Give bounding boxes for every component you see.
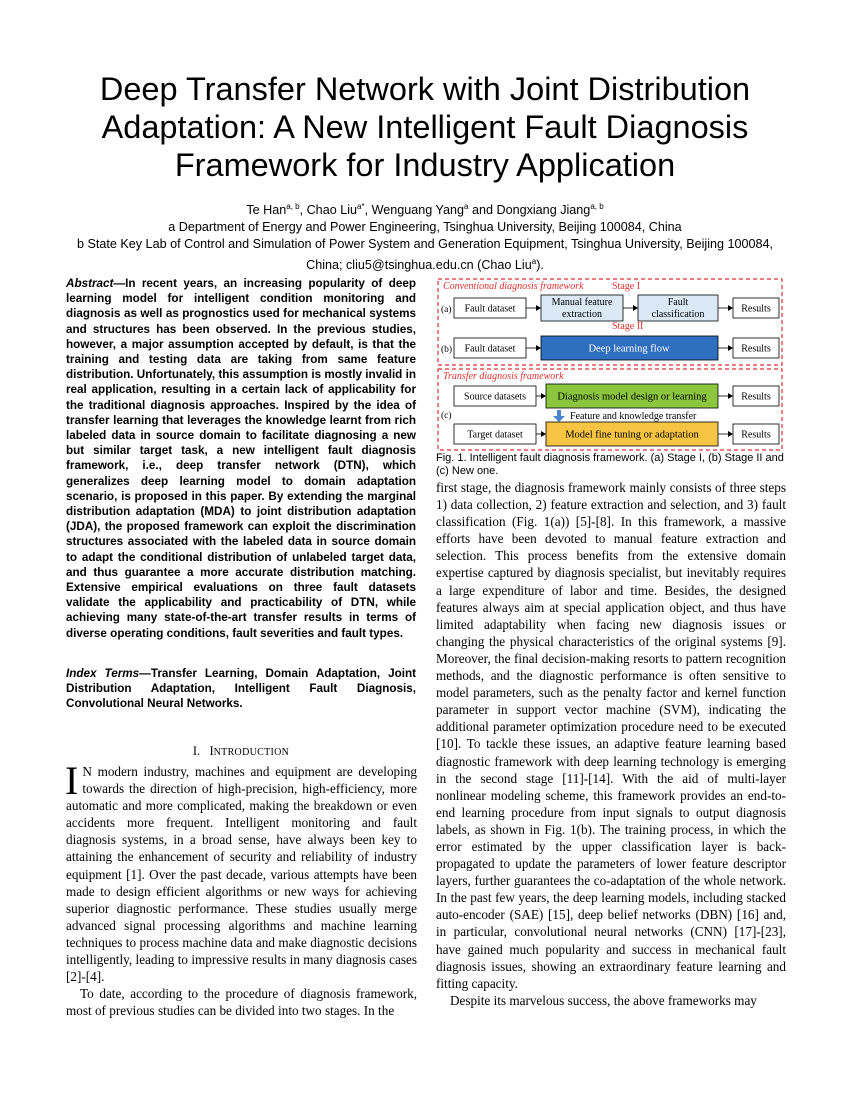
intro-paragraph-1 [65,758,417,985]
conventional-label: Conventional diagnosis framework [443,281,584,292]
author-block [40,198,810,274]
affiliation-a: a Department of Energy and Power Engineering, Tsinghua University, Beijing 100084, China [168,220,682,235]
paper-title [60,70,790,184]
right-paragraph-1: first stage, the diagnosis framework mainly consists of three steps 1) data collection, 2) feature extraction and selection, and 3) fault classification (Fig. 1(a)) [5]-[8]. In this framework, a massive efforts have been devoted to manual feature extraction and selection. This process benefits from the extensive domain expertise captured by diagnosis specialist, but inevitably requires a large expenditure of labor and time. Besides, the designed features always aim at special application object, and thus have limited adaptability when facing new diagnosis issues or changing the physical characteristics of the original systems [9]. Moreover, the final decision-making resorts to pattern recognition methods, and the diagnostic performance is often sensitive to model parameters, such as the penalty factor and kernel function parameter in support vector machine (SVM), indicating the additional parameter optimization procedure need to be executed [10]. To tackle these issues, an adaptive feature learning based diagnostic framework with deep learning technology is emerging in the second stage [11]-[14]. With the aid of multi-layer nonlinear modeling scheme, this framework provides an end-to-end learning procedure from input signals to output diagnosis labels, as shown in Fig. 1(b). The training process, in which the error estimated by the upper classification layer is back-propagated to update the parameters of lower feature descriptor layers, further guarantees the co-adaptation of the whole network. In the past few years, the deep learning models, including stacked auto-encoder (SAE) [15], deep belief networks (DBN) [16] and, in particular, convolutional neural networks (CNN) [17]-[23], have gained much popularity and success in mechanical fault diagnosis issues, showing an extraordinary feature learning and fitting capacity. [436,480,786,991]
figure-1 [436,276,786,452]
title-line-2: Adaptation: A New Intelligent Fault Diagnosis [101,109,749,145]
target-dataset: Target dataset [467,429,523,441]
section-name-first: I [209,744,214,758]
row-c-label: (c) [441,411,452,421]
transfer-label: Transfer diagnosis framework [443,371,564,382]
title-line-1: Deep Transfer Network with Joint Distribution [99,71,751,107]
stage-2-label: Stage II [612,321,644,332]
affiliation-email: China; cliu5@tsinghua.edu.cn (Chao Liu [306,258,532,273]
abstract-text: —In recent years, an increasing popularity of deep learning model for intelligent condition monitoring and diagnosis as well as prognostics used for mechanical systems and structures has been observed. In the previous studies, however, a major assumption accepted by default, is that the training and testing data are taking from same feature distribution. Unfortunately, this assumption is mostly invalid in real application, resulting in a certain lack of applicability for the traditional diagnosis approaches. Inspired by the idea of transfer learning that leverages the knowledge learnt from rich labeled data in source domain to facilitate diagnosing a new but similar target task, a new intelligent fault diagnosis framework, i.e., deep transfer network (DTN), which generalizes deep learning model to domain adaptation scenario, is proposed in this paper. By extending the marginal distribution adaptation (MDA) to joint distribution adaptation (JDA), the proposed framework can exploit the discrimination structures associated with the labeled data in source domain to adapt the conditional distribution of unlabeled target data, and thus guarantee a more accurate distribution matching. Extensive empirical evaluations on three fault datasets validate the applicability and practicability of DTN, while achieving many state-of-the-art transfer results in terms of diverse operating conditions, fault severities and fault types. [66,277,416,640]
author-names [40,198,810,219]
fault-dataset-b: Fault dataset [464,343,516,355]
source-datasets: Source datasets [464,391,526,403]
manual-feature-2: extraction [562,309,602,320]
diagnosis-model: Diagnosis model design or learning [557,391,707,403]
affiliation-b: b State Key Lab of Control and Simulation of Power System and Generation Equipment, Tsinghua University, Beijing 100084, [76,237,774,252]
deep-learning-flow: Deep learning flow [588,343,670,355]
abstract-label: Abstract [66,277,114,290]
left-column-body [65,758,417,1019]
affiliation-email-sup: a [531,257,537,267]
row-b-label: (b) [441,345,453,355]
author-3-sup: a [464,202,469,211]
figure-1-caption: Fig. 1. Intelligent fault diagnosis framework. (a) Stage I, (b) Stage II and (c) New one. [436,452,784,477]
fine-tuning: Model fine tuning or adaptation [565,429,699,441]
results-c2: Results [741,429,771,441]
index-terms [66,666,416,712]
index-terms-text: —Transfer Learning, Domain Adaptation, Joint Distribution Adaptation, Intelligent Fault Diagnosis, Convolutional Neural Networks. [66,667,417,711]
fault-classification-1: Fault [667,297,689,308]
author-1-sup: a, b [286,202,300,211]
row-a-label: (a) [441,305,452,315]
author-2-sup: a* [357,202,365,211]
author-1: Te Han [246,203,287,218]
intro-paragraph-2: To date, according to the procedure of diagnosis framework, most of previous studies can be divided into two stages. In the [66,986,417,1019]
index-terms-label: Index Terms [66,667,140,680]
manual-feature-1: Manual feature [551,297,613,308]
author-4: and Dongxiang Jiang [468,203,591,218]
stage-1-label: Stage I [612,281,641,292]
results-c1: Results [741,391,771,403]
results-b: Results [741,343,771,355]
intro-paragraph-1-text: N modern industry, machines and equipment are developing towards the direction of high-precision, high-efficiency, more automatic and more complicated, making the breakdown or even accidents more frequent. Intelligent monitoring and fault diagnosis systems, in a broad sense, have always been key to attaining the enhancement of security and reliability of industry equipment [1]. Over the past decade, various attempts have been made to design efficient algorithms or new ways for achieving superior diagnostic performance. These studies usually merge advanced signal processing algorithms and machine learning techniques to process machine data and make diagnostic decisions intelligently, leading to impressive results in many diagnosis cases [2]-[4]. [66,764,417,985]
figure-1-diagram [436,276,786,452]
fault-dataset-a: Fault dataset [464,303,516,315]
section-number: I. [192,744,201,758]
abstract [66,276,416,641]
author-3: , Wenguang Yang [364,203,465,218]
right-paragraph-2: Despite its marvelous success, the above frameworks may [450,992,757,1008]
right-column-body [436,479,786,1009]
section-heading [66,744,416,759]
fault-classification-2: classification [651,309,705,320]
drop-cap: I [65,758,79,803]
title-line-3: Framework for Industry Application [174,147,676,183]
results-a: Results [741,303,771,315]
transfer-arrow-icon [557,410,561,416]
author-2: , Chao Liu [299,203,358,218]
affiliation-b-cont [40,253,810,274]
author-4-sup: a, b [590,202,604,211]
transfer-arrow-label: Feature and knowledge transfer [570,411,697,422]
section-name-rest: NTRODUCTION [213,747,290,758]
affiliation-end: ). [536,258,544,273]
